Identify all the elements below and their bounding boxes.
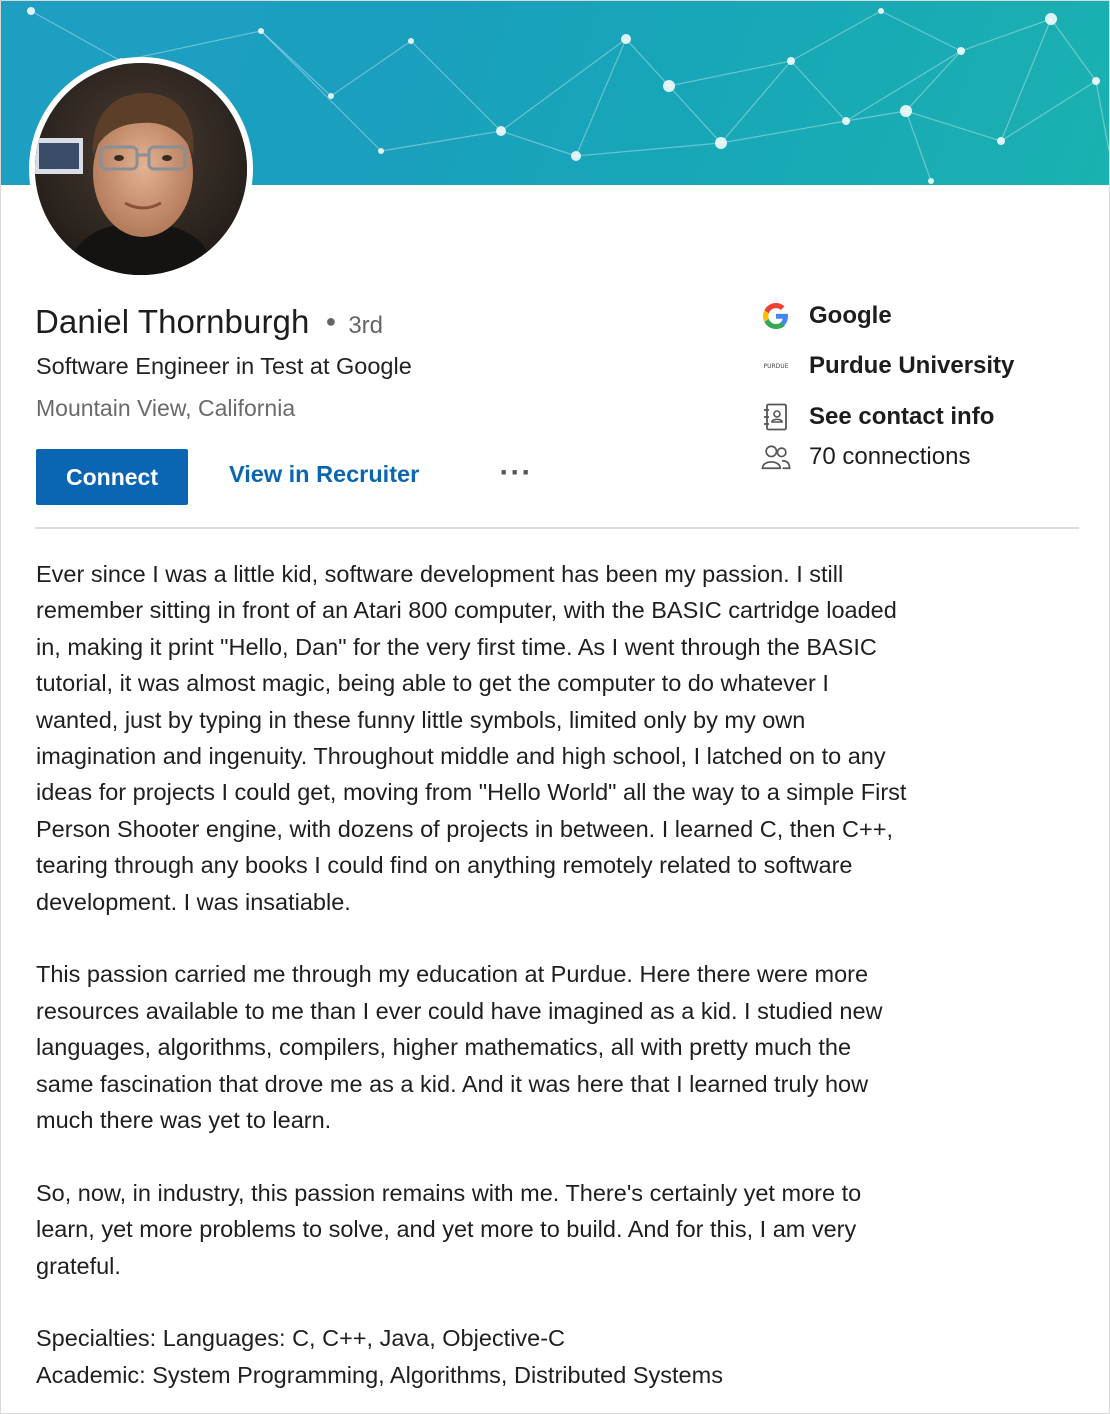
avatar[interactable] xyxy=(35,63,247,275)
connections-label: 70 connections xyxy=(809,443,971,470)
name-row xyxy=(35,303,383,341)
company-name: Google xyxy=(809,302,892,329)
connections-count[interactable] xyxy=(761,442,970,472)
contact-card-icon xyxy=(761,402,791,432)
connection-degree: 3rd xyxy=(348,312,383,339)
about-paragraph: So, now, in industry, this passion remains with me. There's certainly yet more to learn, yet more problems to solve, and yet more to build. And for this, I am very grateful. xyxy=(36,1179,862,1279)
more-icon: ··· xyxy=(499,456,533,489)
section-divider xyxy=(35,527,1079,529)
separator-dot: ● xyxy=(325,311,337,331)
contact-info-label: See contact info xyxy=(809,403,995,430)
about-paragraph: Ever since I was a little kid, software development has been my passion. I still remember sitting in front of an Atari 800 computer, with the BASIC cartridge loaded in, making it print "Hello, Dan" for the very first time. As I went through the BASIC tutorial, it was almost magic, being able to get the computer to do whatever I wanted, just by typing in these funny little symbols, limited only by my own imagination and ingenuity. Throughout middle and high school, I latched on to any ideas for projects I could get, moving from "Hello World" all the way to a simple First Person Shooter engine, with dozens of projects in between. I learned C, then C++, tearing through any books I could find on anything remotely related to software development. I was insatiable. xyxy=(36,561,907,915)
more-actions-button[interactable] xyxy=(495,453,537,493)
profile-photo xyxy=(35,63,247,275)
google-logo-icon xyxy=(761,301,791,331)
purdue-logo-text: PURDUE xyxy=(763,362,789,370)
profile-headline: Software Engineer in Test at Google xyxy=(36,353,412,379)
profile-name: Daniel Thornburgh xyxy=(35,303,310,340)
about-section xyxy=(36,556,1086,1393)
current-company[interactable] xyxy=(761,301,892,331)
people-icon xyxy=(761,442,791,472)
profile-location: Mountain View, California xyxy=(36,395,296,421)
view-in-recruiter-link[interactable]: View in Recruiter xyxy=(229,461,420,487)
connect-button[interactable]: Connect xyxy=(36,449,188,505)
see-contact-info-link[interactable] xyxy=(761,402,994,432)
school-name: Purdue University xyxy=(809,352,1015,379)
school[interactable] xyxy=(761,351,1014,381)
specialties-paragraph: Specialties: Languages: C, C++, Java, Objective-C Academic: System Programming, Algorithms, Distributed Systems xyxy=(36,1325,723,1388)
about-paragraph: This passion carried me through my education at Purdue. Here there were more resources available to me than I ever could have imagined as a kid. I studied new languages, algorithms, compilers, higher mathematics, all with pretty much the same fascination that drove me as a kid. And it was here that I learned truly how much there was yet to learn. xyxy=(36,961,883,1134)
purdue-logo-icon xyxy=(761,351,791,381)
